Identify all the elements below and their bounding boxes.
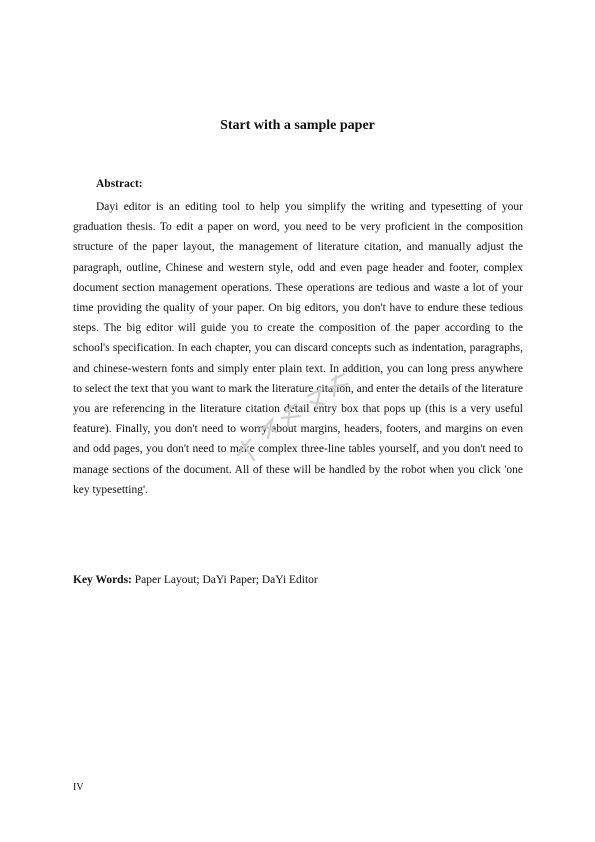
keywords-label: Key Words: — [73, 574, 132, 586]
keywords-value: Paper Layout; DaYi Paper; DaYi Editor — [134, 574, 318, 586]
paper-title: Start with a sample paper — [220, 118, 375, 133]
keywords-line — [73, 572, 318, 588]
abstract-heading: Abstract: — [96, 178, 143, 190]
page-number: IV — [73, 782, 84, 793]
abstract-body: Dayi editor is an editing tool to help you simplify the writing and typesetting of your graduation thesis. To edit a paper on word, you need to be very proficient in the composition structure of the paper layout, the management of literature citation, and manually adjust the paragraph, outline, Chinese and western style, odd and even page header and footer, complex document section management operations. These operations are tedious and waste a lot of your time providing the quality of your paper. On big editors, you don't have to endure these tedious steps. The big editor will guide you to create the composition of the paper according to the school's specification. In each chapter, you can discard concepts such as indentation, paragraphs, and chinese-western fonts and simply enter plain text. In addition, you can long press anywhere to select the text that you want to mark the literature citation, and enter the details of the literature you are referencing in the literature citation detail entry box that pops up (this is a very useful feature). Finally, you don't need to worry about margins, headers, footers, and margins on even and odd pages, you don't need to make complex three-line tables yourself, and you don't need to manage sections of the document. All of these will be handled by the robot when you click 'one key typesetting'. — [73, 201, 523, 496]
